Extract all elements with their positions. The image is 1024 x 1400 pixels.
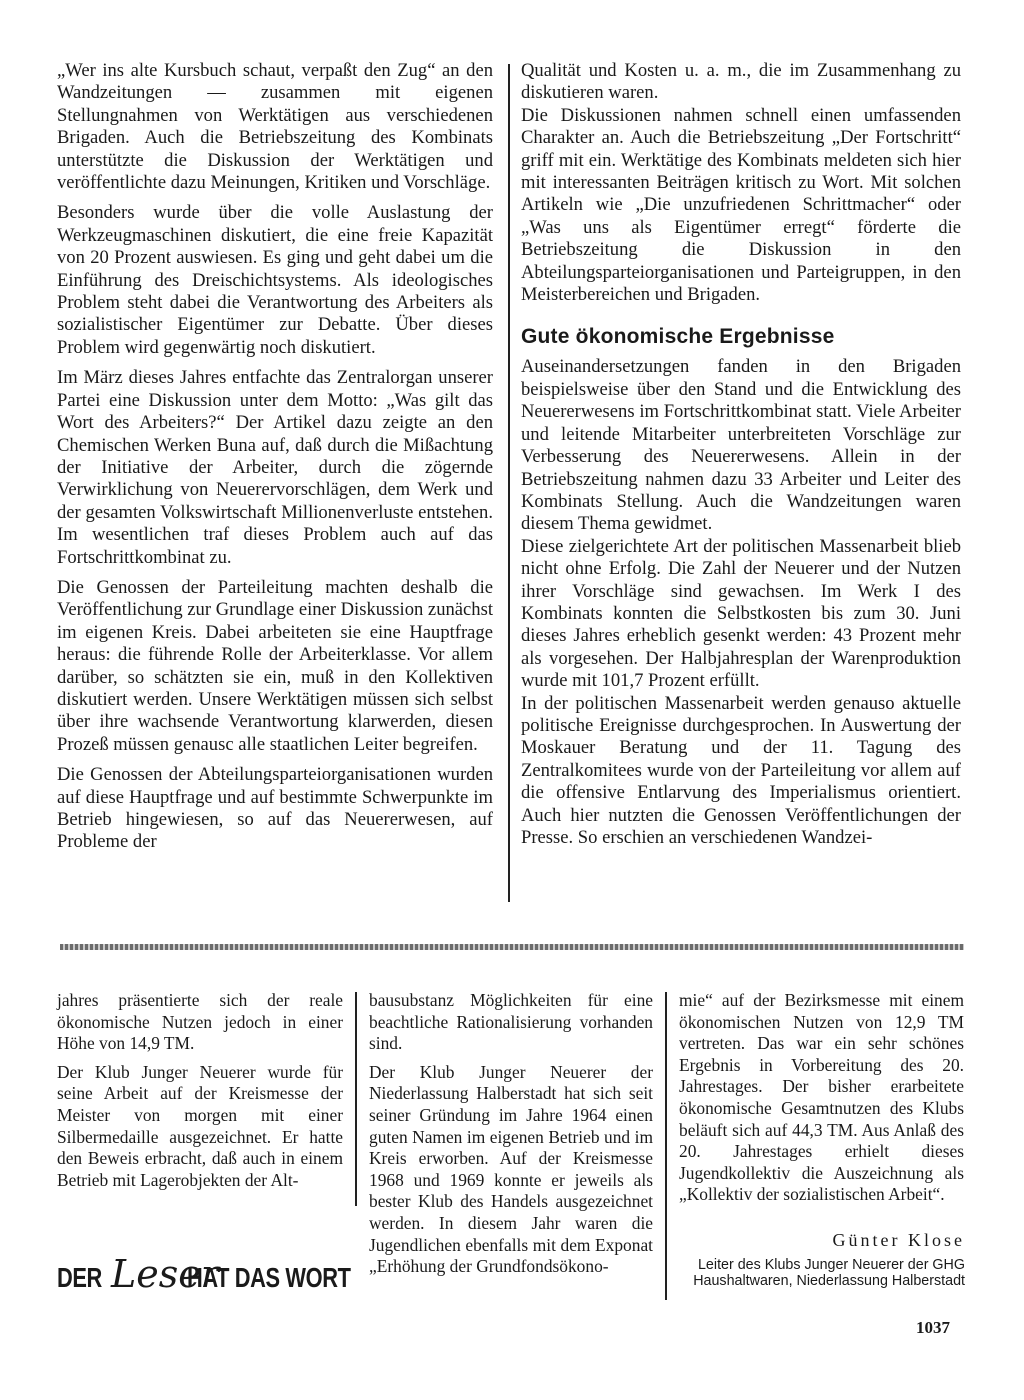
paragraph: Der Klub Junger Neuerer der Niederlassung Halberstadt hat sich seit seiner Gründung im Jahre 1964 einen guten Namen im eigenen Betrieb und im Kreis erworben. Auf der Kreismesse 1968 und 1969 konnte er jeweils als bester Klub des Handels ausgezeichnet werden. In diesem Jahr waren die Jugendlichen ebenfalls mit dem Exponat „Erhöhung der Grundfondsökono- (369, 1061, 653, 1277)
paragraph: Die Genossen der Abteilungsparteiorganisationen wurden auf diese Hauptfrage und auf bestimmte Schwerpunkte im Betrieb hingewiesen, so auf das Neuererwesen, auf Probleme der (57, 764, 493, 853)
paragraph: bausubstanz Möglichkeiten für eine beachtliche Rationalisierung vorhanden sind. (369, 990, 653, 1054)
letter-column-1 (57, 990, 343, 1198)
page-number: 1037 (916, 1318, 950, 1337)
section-heading: Gute ökonomische Ergebnisse (521, 325, 835, 349)
article-column-left (57, 60, 493, 862)
der-leser-hat-das-wort-logo (57, 1248, 351, 1308)
paragraph: Besonders wurde über die volle Auslastung der Werkzeugmaschinen diskutiert, die eine freie Kapazität von 20 Prozent auswiesen. Es ging und geht dabei um die Einführung des Dreischichtsystems. Als ideologisches Problem steht dabei die Verantwortung des Arbeiters als sozialistischer Eigentümer zur Debatte. Über dieses Problem wird gegenwärtig noch diskutiert. (57, 202, 493, 358)
paragraph: Qualität und Kosten u. a. m., die im Zusammenhang zu diskutieren waren. (521, 60, 961, 104)
paragraph: jahres präsentierte sich der reale ökonomische Nutzen jedoch in einer Höhe von 14,9 TM. (57, 990, 343, 1054)
logo-text-hat-das-wort: HAT DAS WORT (187, 1262, 351, 1293)
paragraph: Die Diskussionen nahmen schnell einen umfassenden Charakter an. Auch die Betriebszeitung „Der Fortschritt“ griff mit ein. Werktätige des Kombinats meldeten sich hier mit interessanten Beiträgen kritisch zu Wort. Mit solchen Artikeln wie „Die unzufriedenen Schrittmacher“ oder „Was uns als Eigentümer erregt“ förderte die Betriebszeitung die Diskussion in den Abteilungsparteiorganisationen und Parteigruppen, in den Meisterbereichen und Brigaden. (521, 104, 961, 306)
letter-column-3 (679, 990, 964, 1213)
paragraph: Der Klub Junger Neuerer wurde für seine Arbeit auf der Kreismesse der Meister von morgen mit einer Silbermedaille ausgezeichnet. Er hatte den Beweis erbracht, daß auch in einem Betrieb mit Lagerobjekten der Alt- (57, 1061, 343, 1190)
paragraph: Auseinandersetzungen fanden in den Brigaden beispielsweise über den Stand und die Entwicklung des Neuererwesens im Fortschrittkombinat statt. Viele Arbeiter und leitende Mitarbeiter unterbreiteten Vorschläge zur Verbesserung des Neuererwesens. Allein in der Betriebszeitung nahmen dazu 33 Arbeiter und Leiter des Kombinats Stellung. Auch die Wandzeitungen waren diesem Thema gewidmet. (521, 356, 961, 535)
column-divider (355, 992, 357, 1206)
section-separator (60, 944, 964, 950)
paragraph: Die Genossen der Parteileitung machten deshalb die Veröffentlichung zur Grundlage einer Diskussion zunächst im eigenen Kreis. Dabei arbeiteten sie eine Hauptfrage heraus: die führende Rolle der Arbeiterklasse. Vor allem darüber, so schätzten sie ein, muß in den Kollektiven diskutiert werden. Unsere Werktätigen müssen sich selbst über ihre wachsende Verantwortung klarwerden, diesen Prozeß müssen genausc alle staatlichen Leiter begreifen. (57, 576, 493, 755)
paragraph: „Wer ins alte Kursbuch schaut, verpaßt den Zug“ an den Wandzeitungen — zusammen mit eigenen Stellungnahmen von Werktätigen aus verschiedenen Brigaden. Auch die Betriebszeitung des Kombinats unterstützte die Diskussion der Werktätigen und veröffentlichte dazu Meinungen, Kritiken und Vorschläge. (57, 60, 493, 194)
paragraph: mie“ auf der Bezirksmesse mit einem ökonomischen Nutzen von 12,9 TM vertreten. Das war ein sehr schönes Ergebnis in Vorbereitung des 20. Jahrestages. Der bisher erarbeitete ökonomische Gesamtnutzen des Klubs beläuft sich auf 44,3 TM. Aus Anlaß des 20. Jahrestages erhielt dieses Jugendkollektiv die Auszeichnung als „Kollektiv der sozialistischen Arbeit“. (679, 990, 964, 1205)
article-column-right (521, 60, 961, 857)
letter-column-2 (369, 990, 653, 1285)
column-divider (665, 992, 667, 1300)
paragraph: Im März dieses Jahres entfachte das Zentralorgan unserer Partei eine Diskussion unter dem Motto: „Was gilt das Wort des Arbeiters?“ Der Artikel dazu zeigte an den Chemischen Werken Buna auf, daß durch die Mißachtung der Initiative der Arbeiter, durch die zögernde Verwirklichung von Neuerervorschlägen, dem Werk und der gesamten Volkswirtschaft Millionenverluste entstehen. Im wesentlichen traf dieses Problem auch auf das Fortschrittkombinat zu. (57, 367, 493, 568)
logo-text-leser: Leser (111, 1252, 219, 1296)
paragraph: In der politischen Massenarbeit werden genauso aktuelle politische Ereignisse durchgesprochen. In Auswertung der Moskauer Beratung und der 11. Tagung des Zentralkomitees wurde von der Parteileitung vor allem auf die offensive Entlarvung des Imperialismus orientiert. Auch hier nutzten die Genossen Veröffentlichungen der Presse. So erschien an verschiedenen Wandzei- (521, 692, 961, 848)
column-divider (508, 64, 510, 902)
logo-text-der: DER (57, 1262, 102, 1293)
author-name: Günter Klose (832, 1230, 965, 1250)
paragraph: Diese zielgerichtete Art der politischen Massenarbeit blieb nicht ohne Erfolg. Die Zahl der Neuerer und der Nutzen ihrer Vorschläge sind gewachsen. Im Werk I des Kombinats konnten die Selbstkosten bis zum 30. Juni dieses Jahres erheblich gesenkt werden: 43 Prozent mehr als vorgesehen. Der Halbjahresplan der Warenproduktion wurde mit 101,7 Prozent erfüllt. (521, 535, 961, 692)
author-affiliation: Leiter des Klubs Junger Neuerer der GHG Haushaltwaren, Niederlassung Halberstadt (693, 1257, 965, 1289)
